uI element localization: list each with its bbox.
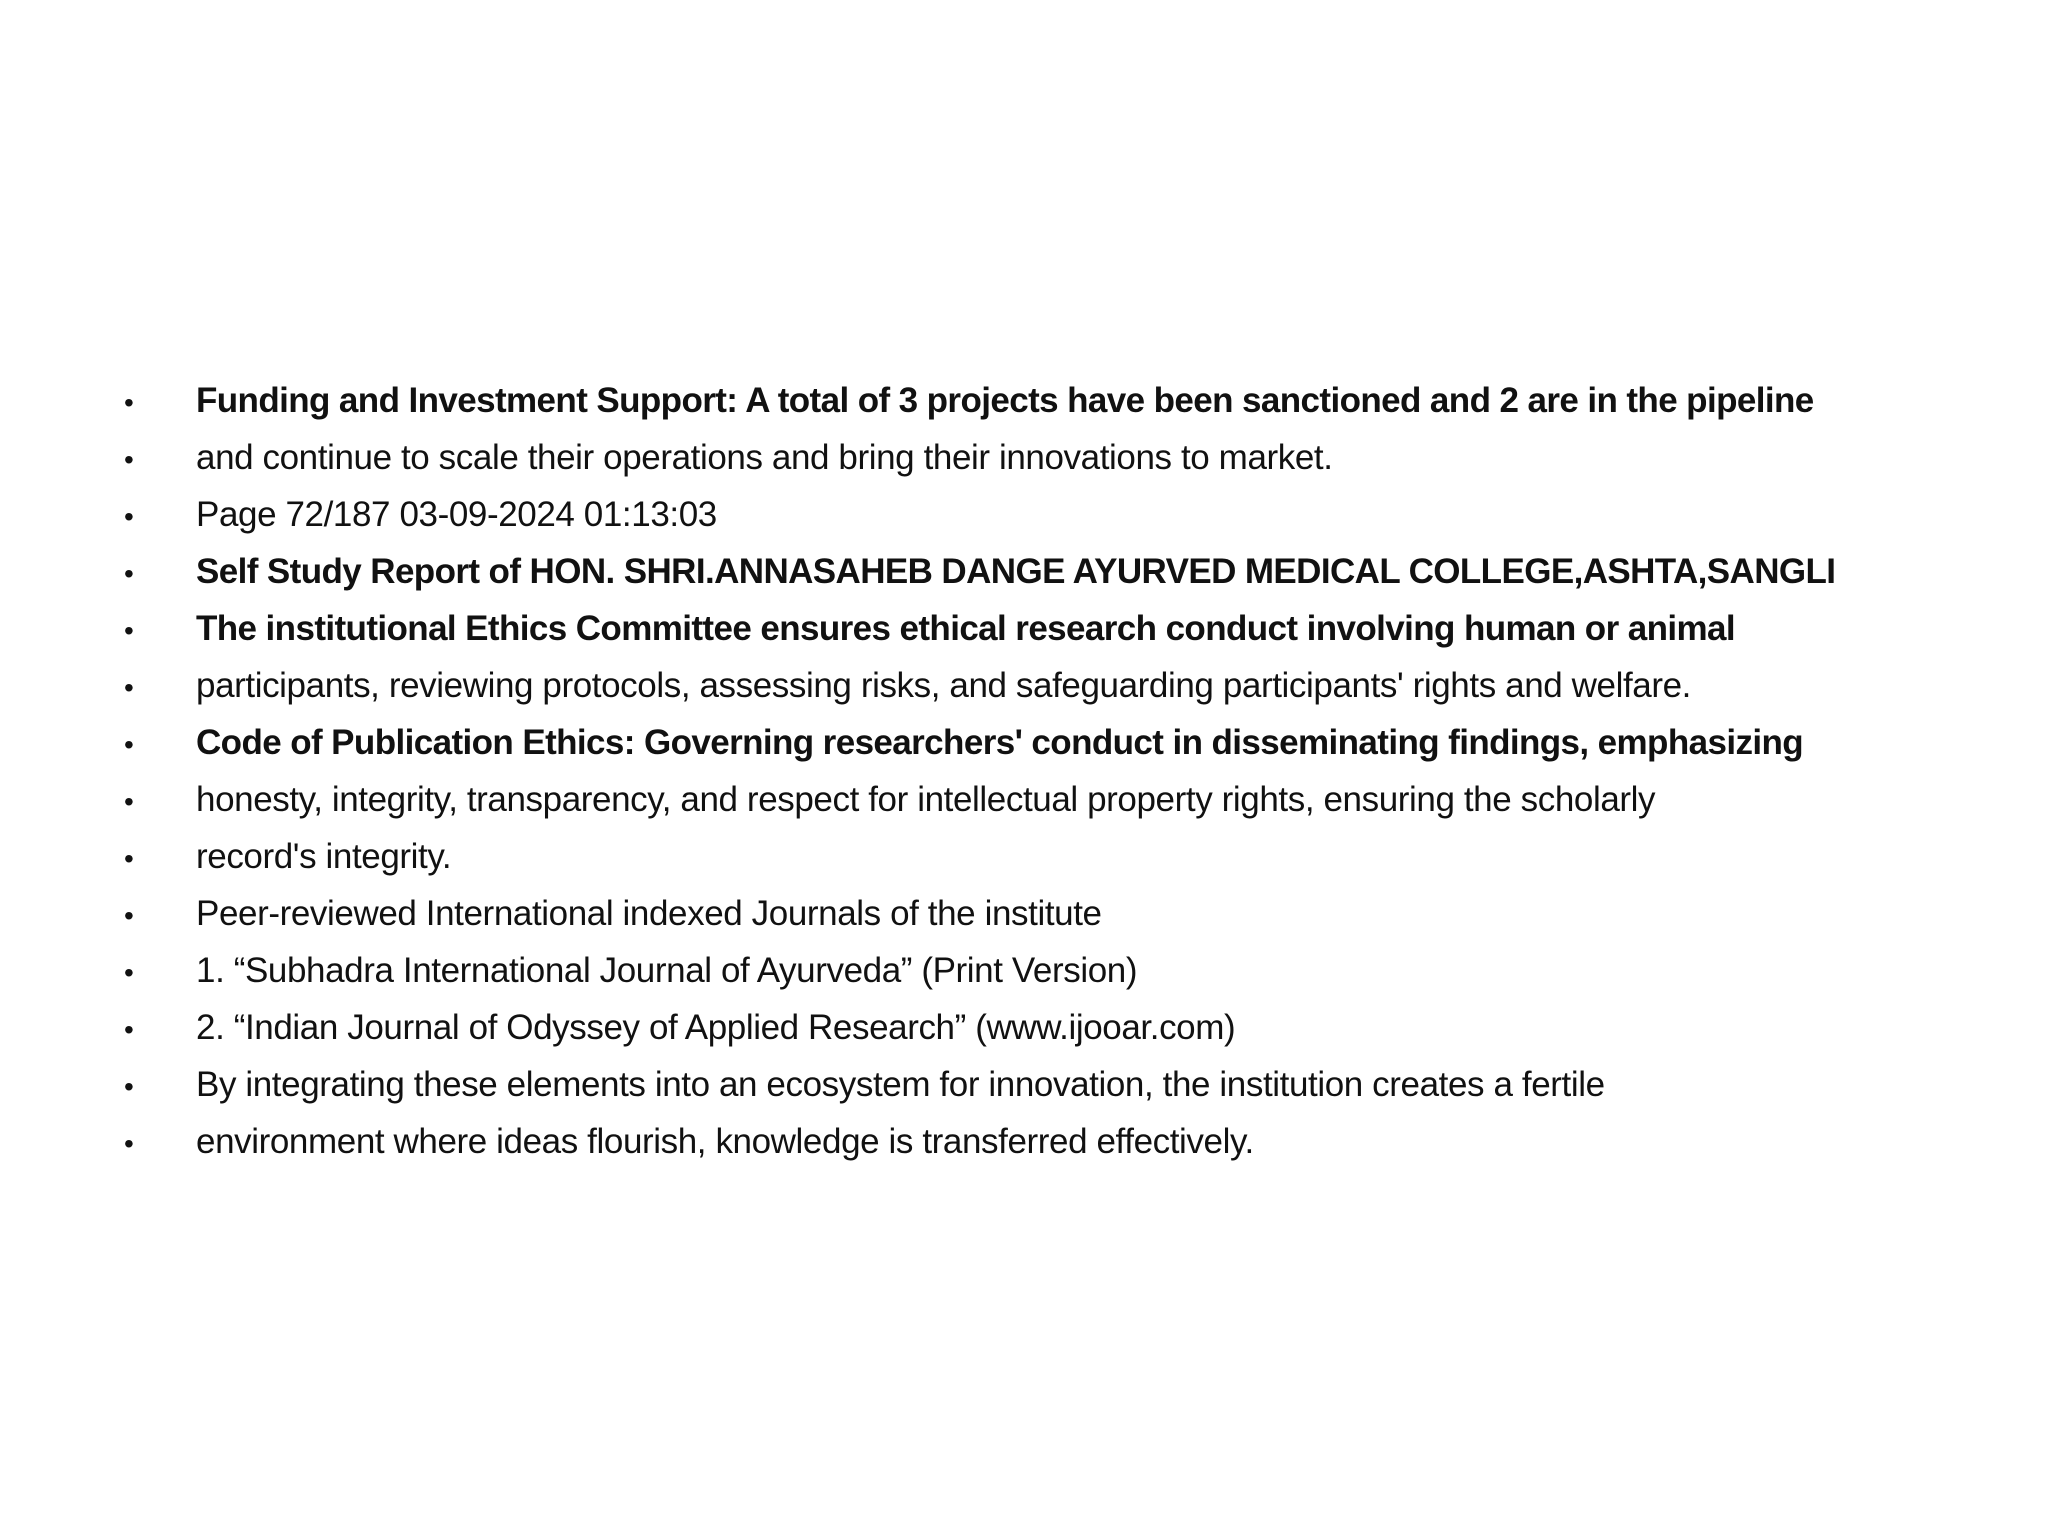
bullet-item bbox=[120, 429, 1980, 486]
bullet-text: Code of Publication Ethics: Governing researchers' conduct in disseminating findings, emphasizing bbox=[196, 723, 1804, 762]
bullet-item bbox=[120, 885, 1980, 942]
bullet-text: The institutional Ethics Committee ensures ethical research conduct involving human or animal bbox=[196, 609, 1735, 648]
bullet-item bbox=[120, 600, 1980, 657]
bullet-text: Self Study Report of HON. SHRI.ANNASAHEB DANGE AYURVED MEDICAL COLLEGE,ASHTA,SANGLI bbox=[196, 552, 1836, 591]
bullet-item bbox=[120, 543, 1980, 600]
bullet-icon: • bbox=[124, 843, 134, 874]
bullet-icon: • bbox=[124, 729, 134, 760]
bullet-icon: • bbox=[124, 672, 134, 703]
bullet-icon: • bbox=[124, 1128, 134, 1159]
bullet-icon: • bbox=[124, 1014, 134, 1045]
bullet-text: 1. “Subhadra International Journal of Ayurveda” (Print Version) bbox=[196, 951, 1138, 990]
bullet-text: Peer-reviewed International indexed Journals of the institute bbox=[196, 894, 1102, 933]
bullet-text: Funding and Investment Support: A total of 3 projects have been sanctioned and 2 are in the pipeline bbox=[196, 381, 1814, 420]
bullet-item bbox=[120, 942, 1980, 999]
bullet-text: and continue to scale their operations and bring their innovations to market. bbox=[196, 438, 1333, 477]
bullet-item bbox=[120, 714, 1980, 771]
bullet-icon: • bbox=[124, 615, 134, 646]
bullet-item bbox=[120, 486, 1980, 543]
bullet-item bbox=[120, 1113, 1980, 1170]
bullet-icon: • bbox=[124, 501, 134, 532]
bullet-item bbox=[120, 372, 1980, 429]
bullet-list bbox=[120, 372, 1980, 1170]
bullet-text: honesty, integrity, transparency, and respect for intellectual property rights, ensuring the scholarly bbox=[196, 780, 1656, 819]
bullet-icon: • bbox=[124, 786, 134, 817]
bullet-icon: • bbox=[124, 900, 134, 931]
bullet-icon: • bbox=[124, 1071, 134, 1102]
bullet-item bbox=[120, 828, 1980, 885]
bullet-icon: • bbox=[124, 387, 134, 418]
bullet-text: environment where ideas flourish, knowledge is transferred effectively. bbox=[196, 1122, 1254, 1161]
bullet-text: 2. “Indian Journal of Odyssey of Applied Research” (www.ijooar.com) bbox=[196, 1008, 1236, 1047]
bullet-icon: • bbox=[124, 444, 134, 475]
bullet-item bbox=[120, 771, 1980, 828]
bullet-text: participants, reviewing protocols, assessing risks, and safeguarding participants' rights and welfare. bbox=[196, 666, 1691, 705]
bullet-item bbox=[120, 999, 1980, 1056]
bullet-icon: • bbox=[124, 558, 134, 589]
bullet-text: Page 72/187 03-09-2024 01:13:03 bbox=[196, 495, 717, 534]
bullet-text: By integrating these elements into an ecosystem for innovation, the institution creates a fertile bbox=[196, 1065, 1605, 1104]
bullet-item bbox=[120, 657, 1980, 714]
bullet-text: record's integrity. bbox=[196, 837, 452, 876]
bullet-icon: • bbox=[124, 957, 134, 988]
bullet-item bbox=[120, 1056, 1980, 1113]
